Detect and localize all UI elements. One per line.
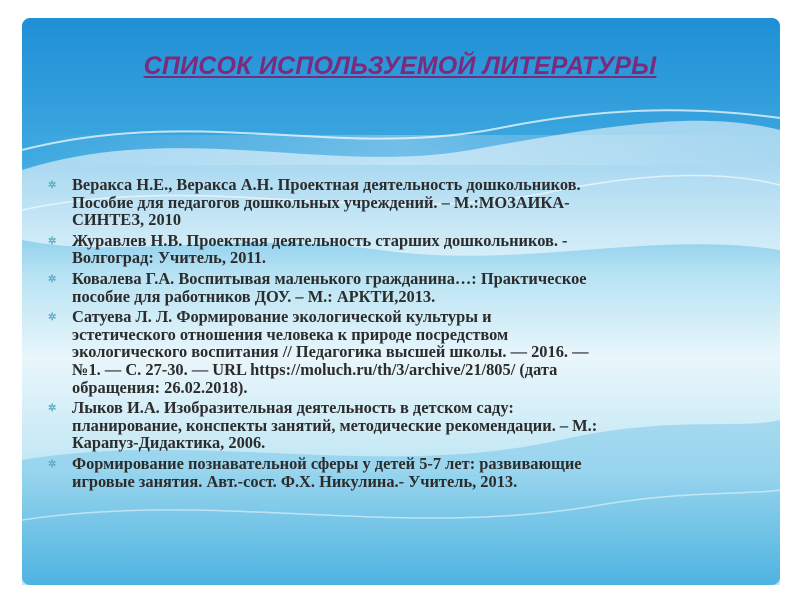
list-item: [42, 399, 742, 452]
asterisk-bullet-icon: ✲: [48, 403, 57, 415]
reference-line: Карапуз-Дидактика, 2006.: [72, 433, 266, 453]
asterisk-bullet-icon: ✲: [48, 273, 57, 285]
reference-line: Формирование познавательной сферы у детей 5-7 лет: развивающие: [72, 453, 582, 473]
reference-line: экологического воспитания // Педагогика высшей школы. — 2016. —: [72, 342, 589, 362]
reference-line: Пособие для педагогов дошкольных учреждений. – М.:МОЗАИКА-: [72, 192, 570, 212]
reference-line: Ковалева Г.А. Воспитывая маленького гражданина…: Практическое: [72, 268, 587, 288]
reference-list: [42, 176, 742, 493]
reference-line: Волгоград: Учитель, 2011.: [72, 248, 267, 268]
reference-line: пособие для работников ДОУ. – М.: АРКТИ,2013.: [72, 286, 436, 306]
reference-line: №1. — С. 27-30. — URL https://moluch.ru/th/3/archive/21/805/ (дата: [72, 359, 558, 379]
reference-line: СИНТЕЗ, 2010: [72, 210, 182, 230]
reference-line: обращения: 26.02.2018).: [72, 377, 248, 397]
reference-line: игровые занятия. Авт.-сост. Ф.Х. Никулина.- Учитель, 2013.: [72, 471, 518, 491]
reference-line: Лыков И.А. Изобразительная деятельность в детском саду:: [72, 398, 514, 418]
list-item: [42, 308, 742, 396]
list-item: [42, 455, 742, 490]
reference-line: Веракса Н.Е., Веракса А.Н. Проектная деятельность дошкольников.: [72, 175, 581, 194]
asterisk-bullet-icon: ✲: [48, 235, 57, 247]
list-item: [42, 232, 742, 267]
reference-line: эстетического отношения человека к природе посредством: [72, 324, 509, 344]
list-item: [42, 176, 742, 229]
asterisk-bullet-icon: ✲: [48, 180, 57, 191]
slide-title: СПИСОК ИСПОЛЬЗУЕМОЙ ЛИТЕРАТУРЫ: [143, 52, 657, 80]
reference-line: планирование, конспекты занятий, методические рекомендации. – М.:: [72, 415, 598, 435]
reference-line: Сатуева Л. Л. Формирование экологической культуры и: [72, 307, 492, 327]
reference-line: Журавлев Н.В. Проектная деятельность старших дошкольников. -: [72, 230, 568, 250]
list-item: [42, 270, 742, 305]
asterisk-bullet-icon: ✲: [48, 458, 57, 470]
asterisk-bullet-icon: ✲: [48, 312, 57, 324]
